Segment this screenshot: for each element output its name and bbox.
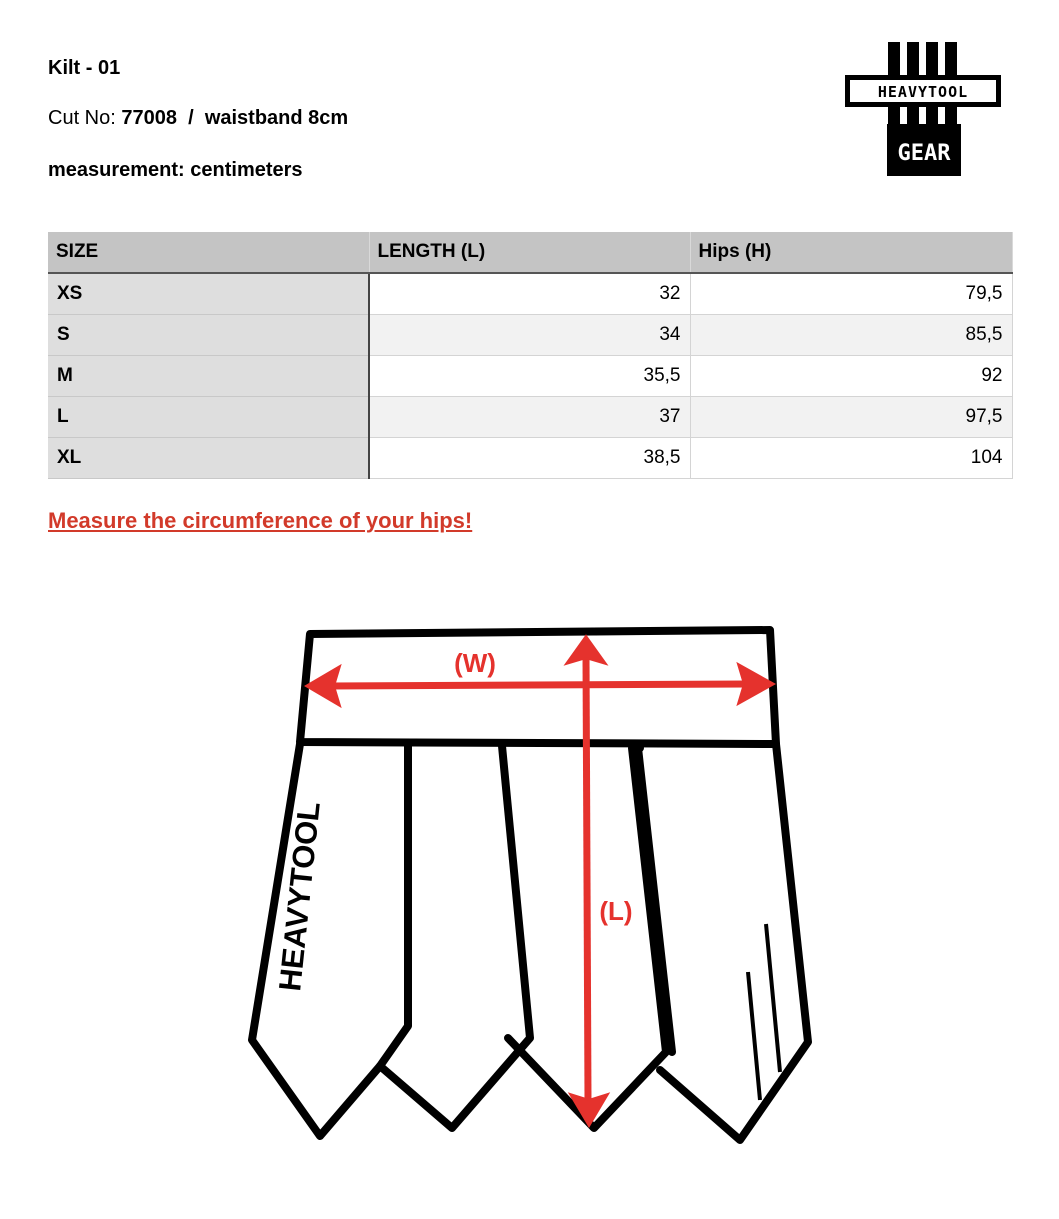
size-cell: S [48,315,369,356]
measure-hint: Measure the circumference of your hips! [48,508,473,533]
size-table [48,232,1013,479]
kilt-pleat-1 [380,746,530,1128]
table-row [48,273,1012,315]
cut-number: 77008 [121,107,177,129]
cut-separator: / [188,107,194,129]
hips-cell: 79,5 [690,273,1012,315]
table-row [48,315,1012,356]
kilt-brand-text: HEAVYTOOL [272,800,327,993]
measurement-unit: measurement: centimeters [48,159,303,181]
length-cell: 35,5 [369,356,690,397]
hips-cell: 97,5 [690,397,1012,438]
length-arrow-line [586,656,588,1100]
kilt-inner-pleat [638,748,672,1052]
size-cell: M [48,356,369,397]
size-cell: XS [48,273,369,315]
width-label: (W) [454,648,496,678]
product-title: Kilt - 01 [48,57,121,79]
hips-cell: 92 [690,356,1012,397]
hips-cell: 104 [690,438,1012,479]
table-header-row [48,232,1012,273]
cut-label: Cut No: [48,107,116,129]
kilt-measurement-diagram [240,620,820,1160]
header-length: LENGTH (L) [369,232,690,273]
width-arrow-line [330,684,748,686]
length-cell: 32 [369,273,690,315]
kilt-panel-right [660,744,808,1140]
length-label: (L) [599,896,633,926]
width-arrow-left-head [306,666,340,706]
hips-cell: 85,5 [690,315,1012,356]
heavytool-gear-logo [845,42,1001,176]
length-cell: 38,5 [369,438,690,479]
logo-text-top: HEAVYTOOL [877,83,969,101]
table-row [48,397,1012,438]
table-row [48,438,1012,479]
waistband-info: waistband 8cm [204,107,349,129]
size-cell: L [48,397,369,438]
length-cell: 34 [369,315,690,356]
header-size: SIZE [48,232,369,273]
header-hips: Hips (H) [690,232,1012,273]
cut-info [48,106,348,130]
logo-text-bottom: GEAR [897,141,951,166]
length-cell: 37 [369,397,690,438]
table-row [48,356,1012,397]
size-cell: XL [48,438,369,479]
